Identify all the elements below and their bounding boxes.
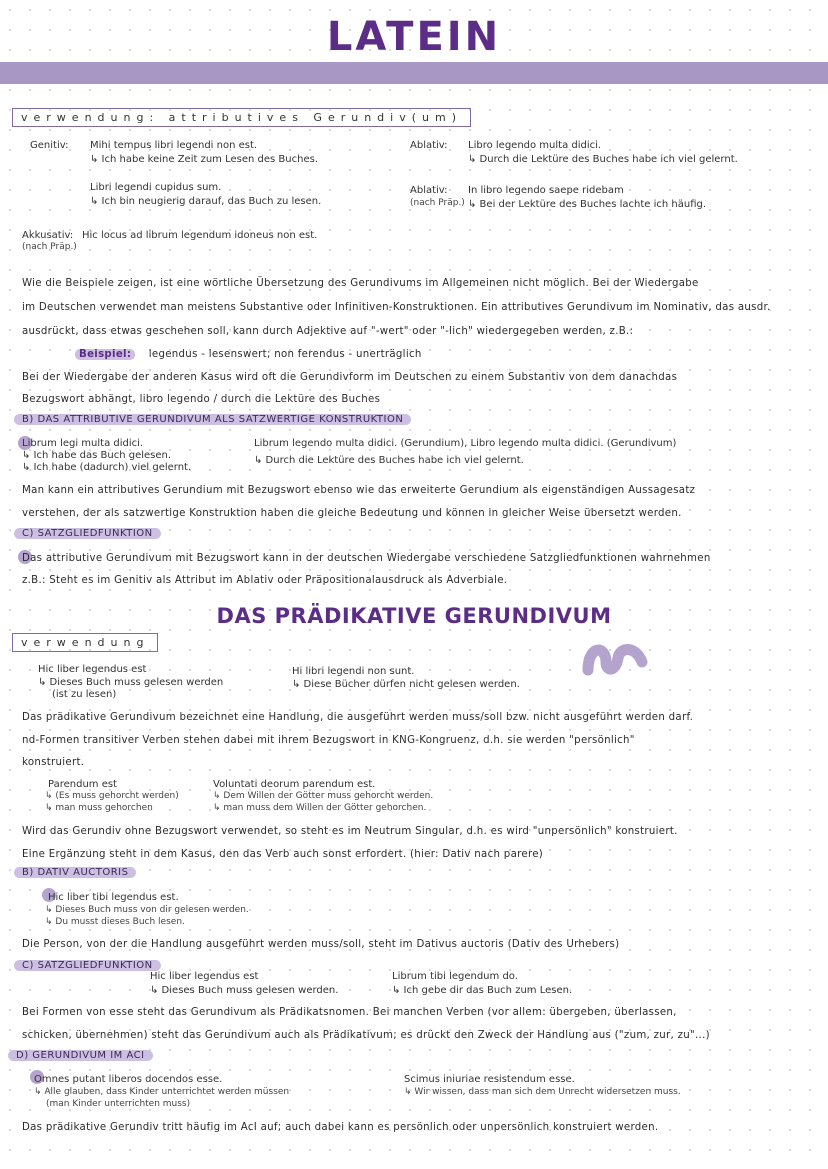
section-header-satzglied-2: C) SATZGLIEDFUNKTION <box>14 960 161 971</box>
dativ-translation-2: ↳ Du musst dieses Buch lesen. <box>45 917 185 927</box>
section-header-verwendung: verwendung <box>12 633 158 652</box>
satzglied-translation-1: ↳ Dieses Buch muss gelesen werden. <box>150 985 339 996</box>
paragraph-line: konstruiert. <box>22 757 85 768</box>
paragraph-line: Wird das Gerundiv ohne Bezugswort verwendet, so steht es im Neutrum Singular, d.h. es wird "unpersönlich" konstruiert. <box>22 826 678 837</box>
ablativ-translation-2: ↳ Bei der Lektüre des Buches lachte ich häufig. <box>468 199 707 210</box>
paragraph-line: nd-Formen transitiver Verben stehen dabei mit ihrem Bezugswort in KNG-Kongruenz, d.h. sie werden "persönlich" <box>22 735 635 746</box>
beispiel-row <box>75 348 422 361</box>
dativ-example: Hic liber tibi legendus est. <box>48 892 179 903</box>
paragraph-line: verstehen, der als satzwertige Konstruktion haben die gleiche Bedeutung und können in gleicher Weise übersetzt werden. <box>22 508 682 519</box>
praedikativ-translation-1: ↳ Dieses Buch muss gelesen werden <box>38 677 224 688</box>
ablativ-note-2: (nach Präp.) <box>410 198 465 208</box>
beispiel-label: Beispiel: <box>75 349 135 360</box>
voluntati-translation-1: ↳ Dem Willen der Götter muss gehorcht werden. <box>213 791 434 801</box>
paragraph-line: im Deutschen verwendet man meistens Substantive oder Infinitiven-Konstruktionen. Ein attributives Gerundivum im Nominativ, das ausdr. <box>22 302 771 313</box>
parendum-example: Parendum est <box>48 779 117 790</box>
genitiv-example-2: Libri legendi cupidus sum. <box>90 182 222 193</box>
aci-example-1: Omnes putant liberos docendos esse. <box>34 1074 223 1085</box>
ablativ-label-2: Ablativ: <box>410 185 448 196</box>
paragraph-line: Bei der Wiedergabe der anderen Kasus wird oft die Gerundivform im Deutschen zu einem Substantiv von dem danachdas <box>22 372 678 383</box>
aci-translation-1b: (man Kinder unterrichten muss) <box>46 1099 191 1109</box>
satzwertig-translation-1: ↳ Ich habe das Buch gelesen. <box>22 450 172 461</box>
satzglied-translation-2: ↳ Ich gebe dir das Buch zum Lesen. <box>392 985 573 996</box>
satzglied-example-2: Librum tibi legendum do. <box>392 971 518 982</box>
paragraph-line: schicken, übernehmen) steht das Gerundivum auch als Prädikativum; es drückt den Zweck der Handlung aus ("zum, zur, zu"...) <box>22 1030 710 1041</box>
ablativ-example-2: In libro legendo saepe ridebam <box>468 185 624 196</box>
parendum-translation-1: ↳ (Es muss gehorcht werden) <box>45 791 179 801</box>
aci-example-2: Scimus iniuriae resistendum esse. <box>404 1074 575 1085</box>
satzwertig-example-right: Librum legendo multa didici. (Gerundium), Libro legendo multa didici. (Gerundivum) <box>254 438 677 449</box>
satzwertig-translation-2: ↳ Ich habe (dadurch) viel gelernt. <box>22 462 192 473</box>
genitiv-translation-1: ↳ Ich habe keine Zeit zum Lesen des Buches. <box>90 154 318 165</box>
dativ-translation-1: ↳ Dieses Buch muss von dir gelesen werden. <box>45 905 249 915</box>
paragraph-line: ausdrückt, dass etwas geschehen soll, kann durch Adjektive auf "-wert" oder "-lich" wiedergegeben werden, z.B.: <box>22 326 634 337</box>
paragraph-line: Eine Ergänzung steht in dem Kasus, den das Verb auch sonst erfordert. (hier: Dativ nach parere) <box>22 849 544 860</box>
section-header-aci: D) GERUNDIVUM IM ACI <box>8 1050 153 1061</box>
akkusativ-example: Hic locus ad librum legendum idoneus non est. <box>82 230 318 241</box>
section-title-praedikativ: DAS PRÄDIKATIVE GERUNDIVUM <box>216 604 612 628</box>
paragraph-line: Das prädikative Gerundiv tritt häufig im AcI auf; auch dabei kann es persönlich oder unpersönlich konstruiert werden. <box>22 1122 659 1133</box>
section-header-satzglied: C) SATZGLIEDFUNKTION <box>14 528 161 539</box>
paragraph-line: z.B.: Steht es im Genitiv als Attribut im Ablativ oder Präpositionalausdruck als Adverbiale. <box>22 575 508 586</box>
paragraph-line: Man kann ein attributives Gerundium mit Bezugswort ebenso wie das erweiterte Gerundium als eigenständigen Aussagesatz <box>22 485 696 496</box>
satzwertig-example: Librum legi multa didici. <box>22 438 144 449</box>
paragraph-line: Das attributive Gerundivum mit Bezugswort kann in der deutschen Wiedergabe verschiedene Satzgliedfunktionen wahrnehmen <box>22 553 711 564</box>
genitiv-example-1: Mihi tempus libri legendi non est. <box>90 140 258 151</box>
section-header-satzwertig: B) DAS ATTRIBUTIVE GERUNDIVUM ALS SATZWERTIGE KONSTRUKTION <box>14 414 411 425</box>
paragraph-line: Das prädikative Gerundivum bezeichnet eine Handlung, die ausgeführt werden muss/soll bzw. nicht ausgeführt werden darf. <box>22 712 694 723</box>
aci-translation-2: ↳ Wir wissen, dass man sich dem Unrecht widersetzen muss. <box>404 1087 681 1097</box>
decorative-squiggle <box>580 640 652 680</box>
ablativ-translation-1: ↳ Durch die Lektüre des Buches habe ich viel gelernt. <box>468 154 738 165</box>
voluntati-example: Voluntati deorum parendum est. <box>213 779 376 790</box>
praedikativ-example-1: Hic liber legendus est <box>38 664 147 675</box>
beispiel-text: legendus - lesenswert; non ferendus - unerträglich <box>148 349 422 360</box>
title-bar <box>0 62 828 84</box>
paragraph-line: Wie die Beispiele zeigen, ist eine wörtliche Übersetzung des Gerundivums im Allgemeinen nicht möglich. Bei der Wiedergabe <box>22 278 699 289</box>
genitiv-label: Genitiv: <box>30 140 69 151</box>
aci-translation-1: ↳ Alle glauben, dass Kinder unterrichtet werden müssen <box>34 1087 290 1097</box>
page-title: LATEIN <box>326 14 502 60</box>
section-header-attributive: verwendung: attributives Gerundiv(um) <box>12 108 471 127</box>
paragraph-line: Die Person, von der die Handlung ausgeführt werden muss/soll, steht im Dativus auctoris (Dativ des Urhebers) <box>22 939 620 950</box>
satzglied-example-1: Hic liber legendus est <box>150 971 259 982</box>
paragraph-line: Bezugswort abhängt, libro legendo / durch die Lektüre des Buches <box>22 394 381 405</box>
satzwertig-translation-right: ↳ Durch die Lektüre des Buches habe ich viel gelernt. <box>254 455 524 466</box>
ablativ-example-1: Libro legendo multa didici. <box>468 140 602 151</box>
ablativ-label-1: Ablativ: <box>410 140 448 151</box>
akkusativ-label: Akkusativ: <box>22 230 74 241</box>
paragraph-line: Bei Formen von esse steht das Gerundivum als Prädikatsnomen. Bei manchen Verben (vor allem: übergeben, überlassen, <box>22 1007 677 1018</box>
section-header-dativ-auctoris: B) DATIV AUCTORIS <box>14 867 136 878</box>
praedikativ-translation-2: ↳ Diese Bücher dürfen nicht gelesen werden. <box>292 679 520 690</box>
praedikativ-translation-1b: (ist zu lesen) <box>52 689 117 700</box>
parendum-translation-2: ↳ man muss gehorchen <box>45 803 153 813</box>
praedikativ-example-2: Hi libri legendi non sunt. <box>292 666 415 677</box>
genitiv-translation-2: ↳ Ich bin neugierig darauf, das Buch zu lesen. <box>90 196 322 207</box>
akkusativ-note: (nach Präp.) <box>22 242 77 252</box>
voluntati-translation-2: ↳ man muss dem Willen der Götter gehorchen. <box>213 803 427 813</box>
